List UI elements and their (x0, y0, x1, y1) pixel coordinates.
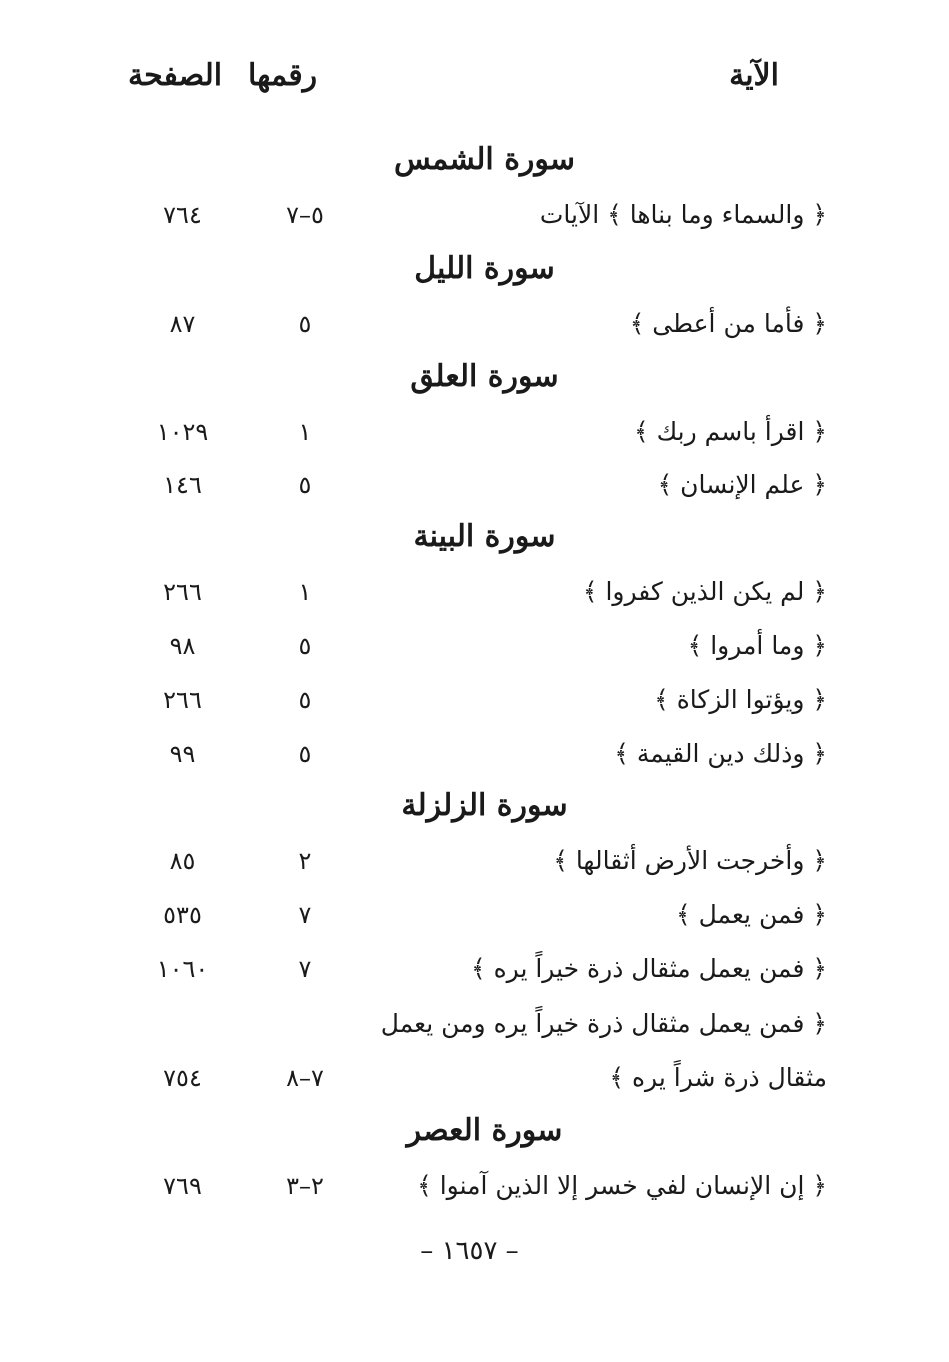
table-row (0, 458, 949, 512)
table-row (0, 188, 949, 242)
table-row (0, 297, 949, 351)
verse-text: ﴿ فمن يعمل مثقال ذرة خيراً يره ومن يعمل (380, 1009, 827, 1038)
table-row (0, 1051, 949, 1105)
header-page: الصفحة (128, 58, 223, 93)
surah-title: سورة البينة (413, 519, 556, 554)
page-ref: ٧٦٤ (163, 201, 202, 229)
surah-title: سورة الزلزلة (401, 788, 568, 823)
verse-text: ﴿ إن الإنسان لفي خسر إلا الذين آمنوا ﴾ (417, 1171, 827, 1200)
page-number: – ١٦٥٧ – (420, 1236, 519, 1266)
page-ref: ١٠٦٠ (156, 955, 209, 983)
header-verse: الآية (729, 58, 779, 93)
verse-number: ٧ (298, 901, 312, 929)
table-row (0, 673, 949, 727)
page-ref: ٢٦٦ (163, 578, 202, 606)
page-ref: ٩٩ (169, 740, 196, 768)
header-verse-number: رقمها (248, 58, 318, 93)
verse-number: ٥ (298, 632, 312, 660)
page-ref: ١٠٢٩ (156, 418, 209, 446)
table-row (0, 997, 949, 1051)
surah-title: سورة العلق (410, 359, 559, 394)
table-row (0, 888, 949, 942)
verse-number: ٥ (298, 686, 312, 714)
verse-number: ٧ (298, 955, 312, 983)
table-row (0, 619, 949, 673)
surah-title: سورة العصر (406, 1113, 563, 1148)
page-ref: ٢٦٦ (163, 686, 202, 714)
verse-number: ٢–٣ (286, 1172, 324, 1200)
verse-text: ﴿ علم الإنسان ﴾ (657, 470, 827, 499)
page-ref: ٨٧ (169, 310, 196, 338)
table-row (0, 727, 949, 781)
verse-text: ﴿ وذلك دين القيمة ﴾ (614, 739, 827, 768)
verse-text: ﴿ فمن يعمل ﴾ (676, 900, 827, 929)
verse-number: ١ (298, 578, 312, 606)
verse-text: ﴿ فمن يعمل مثقال ذرة خيراً يره ﴾ (470, 954, 827, 983)
table-row (0, 405, 949, 459)
page-ref: ٧٥٤ (163, 1064, 202, 1092)
verse-number: ٢ (298, 847, 312, 875)
verse-number: ٥ (298, 471, 312, 499)
verse-number: ٧–٨ (286, 1064, 324, 1092)
verse-text: ﴿ والسماء وما بناها ﴾ الآيات (539, 200, 827, 229)
verse-text: مثقال ذرة شراً يره ﴾ (609, 1063, 827, 1092)
surah-title: سورة الشمس (393, 142, 576, 177)
page-ref: ٥٣٥ (163, 901, 202, 929)
verse-text: ﴿ وأخرجت الأرض أثقالها ﴾ (553, 846, 827, 875)
page-ref: ٨٥ (169, 847, 196, 875)
table-row (0, 1159, 949, 1213)
verse-number: ٥ (298, 740, 312, 768)
verse-number: ٥–٧ (286, 201, 324, 229)
verse-text: ﴿ وما أمروا ﴾ (687, 631, 827, 660)
surah-title: سورة الليل (414, 251, 555, 286)
verse-text: ﴿ ويؤتوا الزكاة ﴾ (654, 685, 827, 714)
page-ref: ٧٦٩ (163, 1172, 202, 1200)
verse-text: ﴿ لم يكن الذين كفروا ﴾ (582, 577, 827, 606)
verse-number: ١ (298, 418, 312, 446)
table-row (0, 834, 949, 888)
verse-number: ٥ (298, 310, 312, 338)
table-row (0, 565, 949, 619)
page-ref: ٩٨ (169, 632, 196, 660)
page-ref: ١٤٦ (163, 471, 202, 499)
verse-text: ﴿ فأما من أعطى ﴾ (629, 309, 827, 338)
verse-text: ﴿ اقرأ باسم ربك ﴾ (634, 417, 827, 446)
table-row (0, 942, 949, 996)
